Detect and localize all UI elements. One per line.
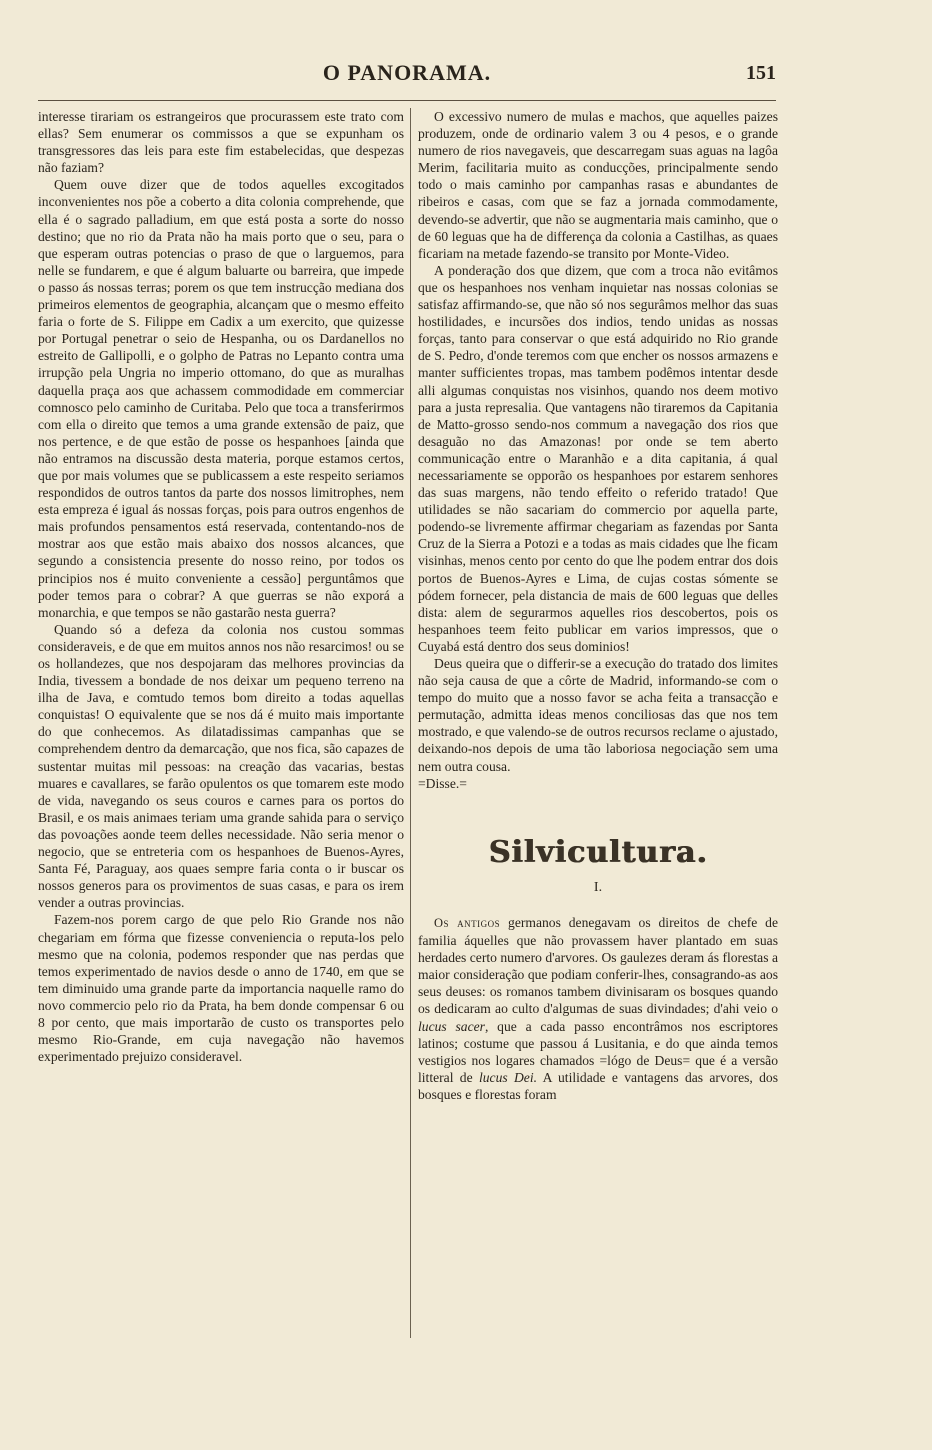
- page-number: 151: [746, 62, 776, 84]
- section-title: Silvicultura.: [488, 834, 708, 870]
- header-rule: [38, 100, 776, 101]
- paragraph: Quando só a defeza da colonia nos custou sommas consideraveis, e de que em muitos annos nos não resarcimos! ou se os hollandezes, que nos despojaram das melhores provincias da India, tivessem a bondade de nos deixar um pequeno terreno na ilha de Java, e comtudo temos bom direito a todas aquellas conquistas! O equivalente que se nos dá é muito mais importante do que conhecemos. As dilatadissimas campanhas que se comprehendem dentro da demarcação, que nos fica, são capazes de sustentar muitas mil pessoas: na creação das vacarias, bestas muares e cavallares, se farão opulentos os que tomarem este modo de vida, navegando os seus couros e carnes para os portos do Brasil, e os mais animaes teriam uma grande sahida para o serviço das povoações aonde teem delles necessidade. Não seria menor o negocio, que se entreteria com os hespanhoes de Buenos-Ayres, Santa Fé, Paraguay, aos quaes sempre faria conta o ir buscar os nossos generos para os provimentos de suas casas, e para os irem vender a outras provincias.: [38, 621, 404, 911]
- paragraph: interesse tirariam os estrangeiros que procurassem este trato com ellas? Sem enumerar os commissos a que se expunham os transgressores das leis para este fim estabelecidas, que despezas não faziam?: [38, 109, 404, 176]
- text-run: , que a cada passo encontrâmos nos escriptores latinos; costume que passou á Lusitania, e do que ainda temos vestigios nos logares chamados =lógo de Deus= que é a versão litteral de: [418, 1018, 778, 1085]
- paragraph: Fazem-nos porem cargo de que pelo Rio Grande nos não chegariam em fórma que fizesse conveniencia o reputa-los pelo mesmo que na colonia, podemos responder que nas perdas que temos experimentado de navios desde o anno de 1740, em que se tem diminuido uma grande parte da importancia naquelle ramo do novo commercio pelo rio da Prata, ha bem donde compensar 6 ou 8 por cento, que mais importarão de custo os transportes pelo mesmo Rio-Grande, em cuja navegação não havemos experimentado prejuizo consideravel.: [38, 912, 404, 1065]
- paragraph: Quem ouve dizer que de todos aquelles excogitados inconvenientes nos põe a coberto a dita colonia comprehende, que ella é o sagrado palladium, em que está posta a sorte do nosso destino; que no rio da Prata não ha mais porto que o seu, para o que esperam outras potencias o praso de que o larguemos, para nelle se fundarem, e que é algum baluarte ou barreira, que impede o passo ás nossas terras; porem os que tem instrucção mediana dos primeiros elementos de geographia, alcançam que o mesmo effeito faria o forte de S. Filippe em Cadix a um exercito, que quizesse por Portugal penetrar o seio de Hespanha, ou os Dardanellos no estreito de Gallipolli, e o golpho de Patras no Lepanto contra uma irrupção pela Ungria no imperio ottomano, do que as muralhas daquella praça aos que achassem commodidade em commerciar comnosco pelo caminho de Curitaba. Pelo que toca a transferirmos com ella o direito que temos a uma grande extensão de paiz, que nos pertence, e de que estão de posse os hespanhoes [ainda que não entramos na discussão desta materia, porque estamos certos, que por mais volumes que se publicassem a este respeito seriamos respondidos de outros tantos da parte dos nossos limitrophes, nem esta empreza é igual ás nossas forças, pois para outros engenhos de mais profundos pensamentos está reservada, contentando-nos de mostrar aos que estão mais abaixo dos nossos alcances, que segundo a consistencia presente do nosso reino, por todos os principios nos é muito conveniente a cessão] perguntâmos que poder temos para o cobrar? A que guerras se não exporá a monarchia, e que tempos se não gastarão nesta guerra?: [38, 177, 404, 620]
- text-run: germanos denegavam os direitos de chefe de familia áquelles que não provassem haver plantado em suas herdades certo numero d'arvores. Os gaulezes deram ás florestas a maior consideração que podiam conferir-lhes, consagrando-as aos seus deuses: os romanos tambem divinisaram os bosques quando os dedicaram ao culto d'algumas de suas divindades; d'ahi veio o: [418, 914, 778, 1017]
- closing-signature: =Disse.=: [418, 775, 467, 791]
- latin-term: lucus sacer: [418, 1018, 485, 1034]
- right-column: [418, 108, 778, 1348]
- paragraph: O excessivo numero de mulas e machos, que aquelles paizes produzem, onde de ordinario valem 3 ou 4 pesos, e o grande numero de rios navegaveis, que descarregam suas aguas na lagôa Merim, facilitaria muito as conducções, principalmente sendo todo o mais caminho por campanhas rasas e abundantes de ribeiros e casas, com que se faz a jornada commodamente, devendo-se advertir, que não se augmentaria mais caminho, que o de 60 leguas que ha de differença da colonia a Castilhas, as quaes ficariam na metade fazendo-se transito por Monte-Video.: [418, 109, 778, 261]
- masthead-title: O PANORAMA.: [322, 60, 492, 85]
- paragraph: A ponderação dos que dizem, que com a troca não evitâmos que os hespanhoes nos venham inquietar nas nossas colonias se satisfaz affirmando-se, que não só nos segurâmos melhor das suas hostilidades, e incursões dos indios, tendo unidas as nossas forças, tanto para conservar o que está adquirido no Rio grande de S. Pedro, d'onde teremos com que encher os nossos armazens e manter sufficientes tropas, mas tambem podêmos intentar desde alli algumas conquistas nos visinhos, quando nos deem motivo para a justa represalia. Que vantagens não tiraremos da Capitania de Matto-grosso sendo-nos commum a navegação dos rios que desaguão no das Amazonas! por onde se tem aberto communicação entre o Maranhão e a dita capitania, á qual necessariamente se opporão os hespanhoes por estarem senhores das suas margens, não tendo effeito o referido tratado! Que utilidades se não sacariam do commercio por aquella parte, podendo-se livremente affirmar chegariam as fazendas por Santa Cruz de la Sierra a Potozi e a todas as mais cidades que lhe ficam visinhas, menos cento por cento do que lhe podem entrar dos dois portos de Buenos-Ayres e Lima, de cujas costas sómente se pódem fornecer, pela distancia de mais de 600 leguas que delles dista: alem de segurarmos aquelles rios descobertos, pois os hespanhoes teem feito publicar em varios impressos, que o Cuyabá está dentro dos seus dominios!: [418, 262, 778, 654]
- left-column: [38, 108, 404, 1348]
- latin-term: lucus Dei.: [478, 1069, 538, 1085]
- column-divider: [410, 108, 411, 1338]
- paragraph: [418, 914, 778, 1103]
- lead-in: Os antigos: [434, 915, 501, 930]
- page-header: [38, 60, 776, 88]
- paragraph: Deus queira que o differir-se a execução do tratado dos limites não seja causa de que a côrte de Madrid, informando-se com o tempo do muito que a nosso favor se acha feita a transacção e permutação, admitta ideas menos conciliosas das que nos tem mostrado, e que valendo-se de outros recursos reclame o ajustado, deixando-nos depois de uma tão laboriosa negociação sem uma nem outra cousa.: [418, 656, 778, 774]
- text-run: A utilidade e vantagens das arvores, dos bosques e florestas foram: [418, 1069, 779, 1102]
- section-number: I.: [593, 879, 603, 895]
